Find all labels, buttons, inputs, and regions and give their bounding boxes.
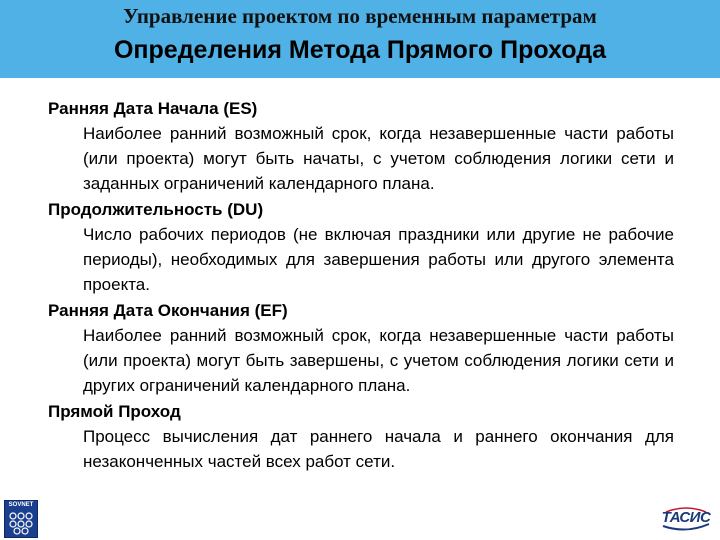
definition-es: Наиболее ранний возможный срок, когда незавершенные части работы (или проекта) могут быть начаты, с учетом соблюдения логики сети и заданных ограничений календарного плана. xyxy=(83,124,674,193)
definitions-list xyxy=(48,96,674,475)
term-forward-pass: Прямой Проход xyxy=(48,402,181,421)
sovnet-logo xyxy=(4,500,38,538)
slide-title: Определения Метода Прямого Прохода xyxy=(113,36,607,64)
definition-forward-pass: Процесс вычисления дат раннего начала и раннего окончания для незаконченных частей всех работ сети. xyxy=(83,427,674,471)
term-es: Ранняя Дата Начала (ES) xyxy=(48,99,258,118)
tacis-logo-text: ТАСИС xyxy=(661,509,711,526)
term-ef: Ранняя Дата Окончания (EF) xyxy=(48,301,288,320)
definition-ef: Наиболее ранний возможный срок, когда незавершенные части работы (или проекта) могут быть завершены, с учетом соблюдения логики сети и других ограничений календарного плана. xyxy=(83,326,674,395)
term-du: Продолжительность (DU) xyxy=(48,200,264,219)
slide-subtitle: Управление проектом по временным параметрам xyxy=(123,4,597,28)
tacis-logo xyxy=(660,506,712,532)
definition-du: Число рабочих периодов (не включая праздники или другие не рабочие периоды), необходимых для завершения работы или другого элемента проекта. xyxy=(83,225,674,294)
header-banner xyxy=(0,0,720,78)
sovnet-logo-text: SOVNET xyxy=(8,502,34,508)
network-icon xyxy=(7,510,35,535)
